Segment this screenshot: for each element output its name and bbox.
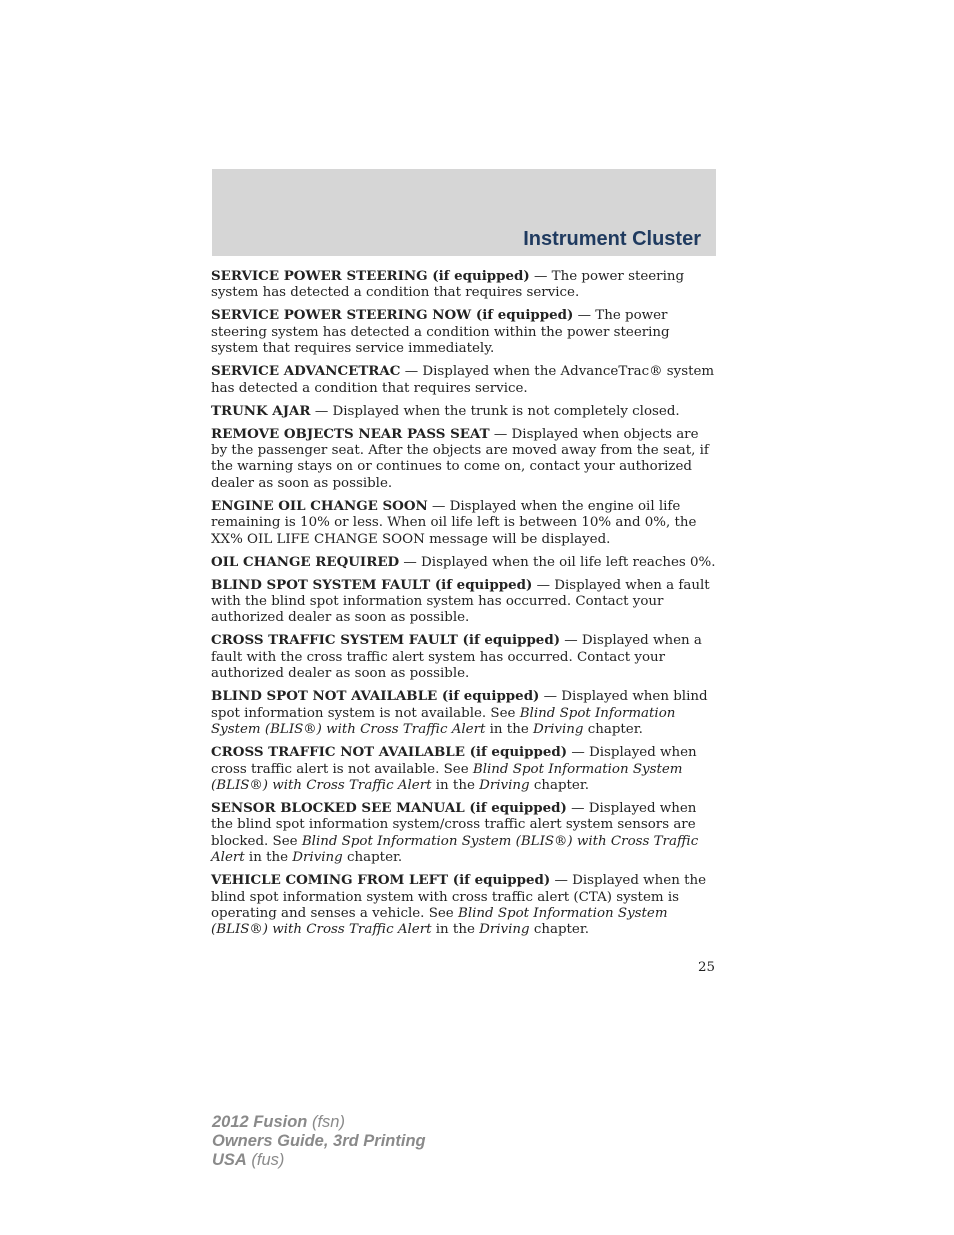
document-footer [212, 1113, 426, 1170]
message-term: REMOVE OBJECTS NEAR PASS SEAT [211, 425, 490, 442]
list-item [211, 800, 717, 867]
list-item [211, 426, 717, 493]
message-description: — Displayed when the AdvanceTrac® system has detected a condition that requires service. [211, 364, 715, 396]
message-description: in the [431, 777, 480, 793]
chapter-reference: Driving [479, 922, 530, 938]
message-description: — Displayed when the oil life left reaches 0%. [399, 554, 716, 570]
cross-reference: Blind Spot Information System (BLIS®) with Cross Traffic Alert [211, 833, 699, 866]
message-description: — Displayed when objects are by the passenger seat. After the objects are moved away from the seat, if the warning stays on or continues to come on, contact your authorized dealer as soon as possible. [211, 426, 709, 491]
list-item [211, 744, 717, 794]
list-item [211, 688, 717, 738]
message-description: in the [244, 850, 293, 866]
list-item [211, 403, 717, 420]
message-description: — Displayed when the engine oil life remaining is 10% or less. When oil life left is between 10% and 0%, the XX% OIL LIFE CHANGE SOON message will be displayed. [211, 498, 697, 547]
page-number: 25 [697, 960, 715, 975]
list-item [211, 268, 717, 302]
message-list [211, 268, 717, 944]
footer-line [212, 1132, 426, 1151]
footer-code: (fsn) [307, 1113, 345, 1131]
message-description: chapter. [529, 777, 590, 793]
chapter-reference: Driving [479, 777, 530, 793]
footer-model: 2012 Fusion [212, 1113, 308, 1131]
message-description: — Displayed when a fault with the cross traffic alert system has occurred. Contact your authorized dealer as soon as possible. [211, 633, 702, 682]
message-term: SERVICE POWER STEERING NOW (if equipped) [211, 307, 574, 324]
message-term: SERVICE POWER STEERING (if equipped) [211, 268, 530, 284]
footer-guide: Owners Guide, 3rd Printing [212, 1132, 426, 1150]
message-term: CROSS TRAFFIC SYSTEM FAULT (if equipped) [211, 632, 561, 649]
message-description: chapter. [529, 922, 590, 938]
list-item [211, 632, 717, 682]
section-title: Instrument Cluster [523, 228, 701, 250]
message-description: — The power steering system has detected a condition that requires service. [211, 269, 685, 301]
message-description: — Displayed when a fault with the blind spot information system has occurred. Contact your authorized dealer as soon as possible. [211, 577, 710, 626]
footer-code: (fus) [246, 1151, 285, 1169]
message-term: VEHICLE COMING FROM LEFT (if equipped) [211, 872, 551, 889]
list-item [211, 363, 717, 397]
cross-reference: Blind Spot Information System (BLIS®) with Cross Traffic Alert [211, 705, 676, 738]
message-description: — The power steering system has detected a condition within the power steering system that requires service immediately. [211, 308, 670, 357]
message-description: — Displayed when cross traffic alert is not available. See [211, 745, 697, 777]
message-description: — Displayed when the blind spot information system/cross traffic alert system sensors are blocked. See [211, 800, 697, 849]
message-term: SERVICE ADVANCETRAC [211, 363, 401, 380]
chapter-reference: Driving [533, 722, 584, 738]
list-item [211, 307, 717, 357]
section-header-band [212, 169, 716, 256]
cross-reference: Blind Spot Information System (BLIS®) with Cross Traffic Alert [211, 905, 668, 938]
message-description: — Displayed when the blind spot information system with cross traffic alert (CTA) system is operating and senses a vehicle. See [211, 873, 707, 921]
list-item [211, 498, 717, 548]
message-term: BLIND SPOT SYSTEM FAULT (if equipped) [211, 576, 533, 593]
message-description: chapter. [342, 850, 403, 866]
footer-line [212, 1113, 426, 1132]
message-description: — Displayed when blind spot information system is not available. See [211, 689, 708, 721]
message-term: TRUNK AJAR [211, 402, 311, 419]
message-term: ENGINE OIL CHANGE SOON [211, 497, 428, 514]
message-term: OIL CHANGE REQUIRED [211, 553, 400, 570]
message-term: CROSS TRAFFIC NOT AVAILABLE (if equipped) [211, 744, 568, 761]
list-item [211, 577, 717, 627]
message-description: — Displayed when the trunk is not completely closed. [310, 403, 680, 419]
footer-line [212, 1151, 426, 1170]
list-item [211, 872, 717, 939]
cross-reference: Blind Spot Information System (BLIS®) with Cross Traffic Alert [211, 761, 683, 793]
chapter-reference: Driving [292, 850, 343, 866]
message-term: SENSOR BLOCKED SEE MANUAL (if equipped) [211, 799, 567, 816]
list-item [211, 554, 717, 571]
message-description: in the [431, 922, 480, 938]
message-description: chapter. [583, 722, 643, 738]
message-term: BLIND SPOT NOT AVAILABLE (if equipped) [211, 688, 540, 705]
message-description: in the [485, 722, 533, 738]
footer-region: USA [212, 1151, 247, 1169]
